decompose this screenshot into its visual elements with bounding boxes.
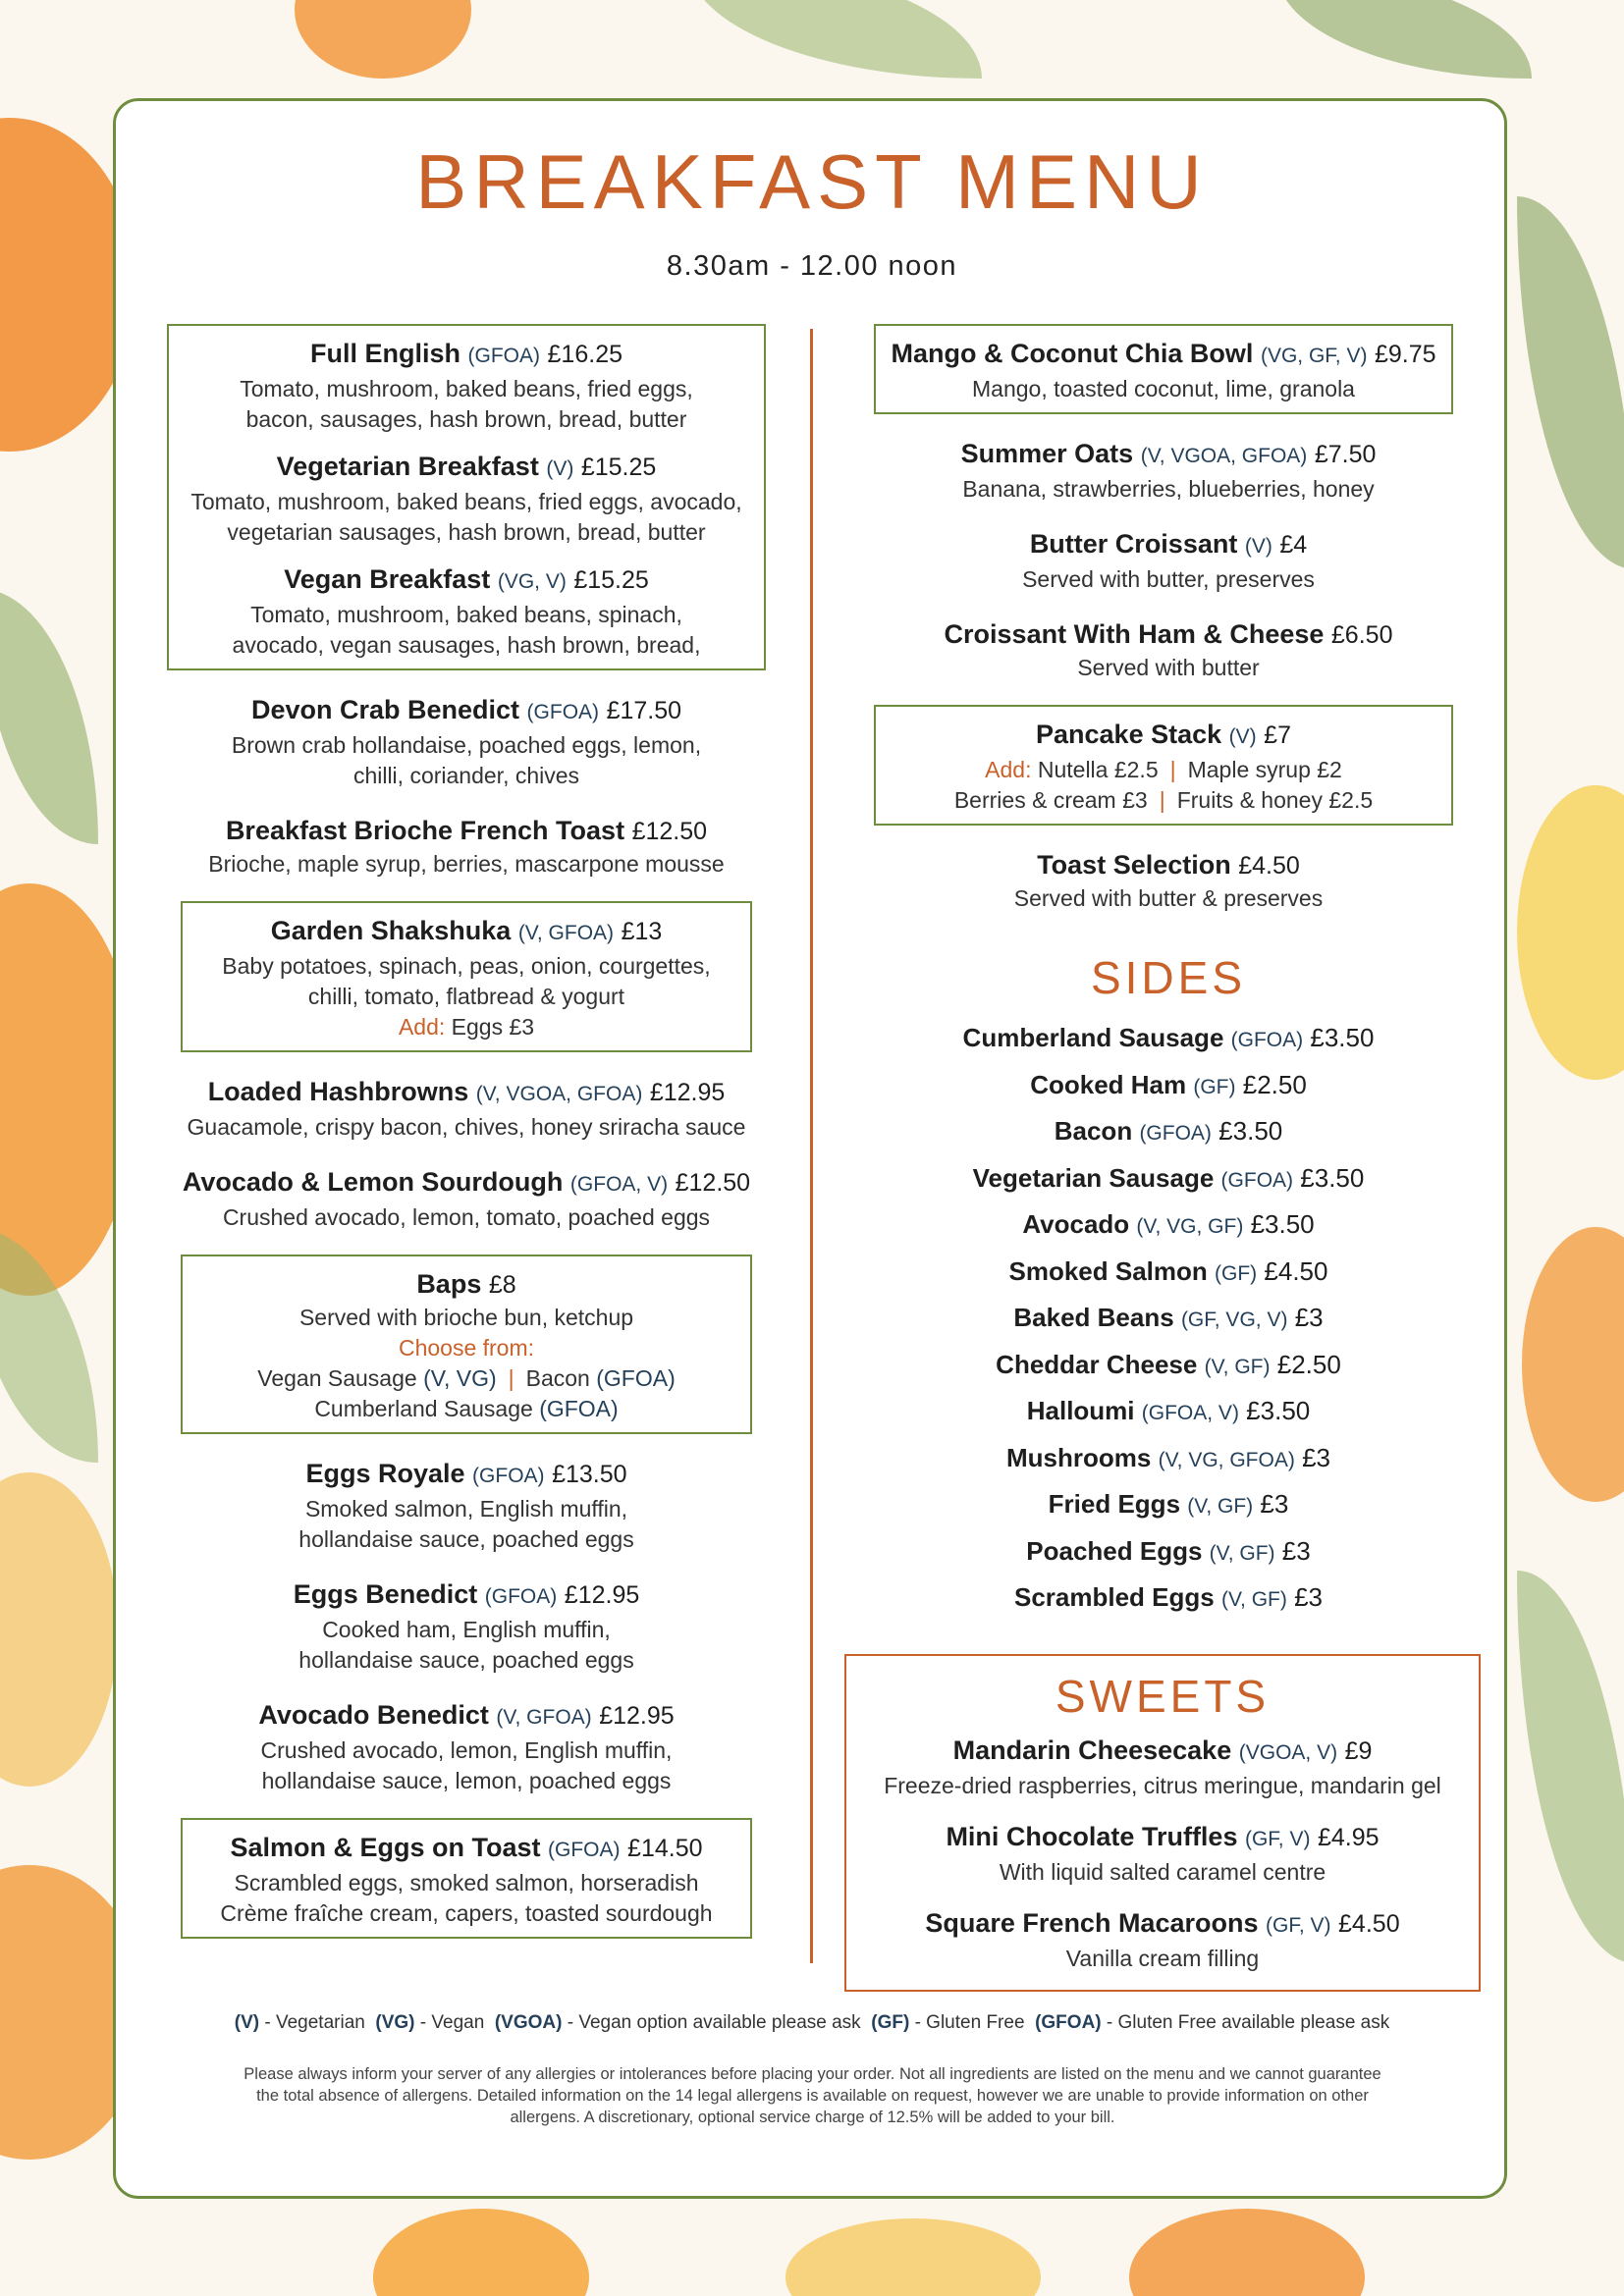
dietary-tag: (V, GF)	[1204, 1355, 1271, 1378]
side-price: £3.50	[1300, 1162, 1365, 1193]
side-name: Mushrooms	[1006, 1442, 1152, 1472]
add-label: Add:	[398, 1014, 446, 1040]
dietary-tag: (GFOA)	[484, 1585, 558, 1608]
add-on-text: Eggs £3	[451, 1014, 535, 1040]
item-description: chilli, tomato, flatbread & yogurt	[307, 984, 625, 1009]
dietary-tag: (V)	[1244, 535, 1272, 558]
item-price: £4	[1279, 531, 1308, 559]
menu-item-mango-chia-bowl	[886, 336, 1441, 404]
menu-item-baps	[192, 1266, 740, 1424]
dietary-tag: (V)	[546, 457, 574, 480]
option-name: Cumberland Sausage	[314, 1396, 533, 1421]
side-name: Cooked Ham	[1030, 1069, 1187, 1099]
item-price: £15.25	[580, 454, 657, 481]
item-description: Tomato, mushroom, baked beans, fried eggs, avocado,	[190, 489, 742, 514]
item-name: Loaded Hashbrowns	[207, 1077, 469, 1106]
item-description: Served with butter & preserves	[1013, 885, 1324, 911]
menu-item-chocolate-truffles	[856, 1819, 1469, 1888]
item-description: hollandaise sauce, poached eggs	[298, 1526, 634, 1552]
menu-item-vegetarian-breakfast	[179, 449, 754, 548]
item-price: £13	[621, 918, 663, 945]
item-price: £7	[1264, 721, 1291, 749]
item-price: £8	[488, 1271, 516, 1299]
separator: |	[1159, 787, 1165, 813]
bap-options-line	[192, 1363, 740, 1394]
item-name: Mandarin Cheesecake	[952, 1735, 1232, 1765]
item-description: Vanilla cream filling	[1065, 1945, 1260, 1971]
item-description: Banana, strawberries, blueberries, honey	[962, 476, 1375, 502]
green-leaf-shape	[687, 0, 982, 79]
dietary-tag: (V, VGOA, GFOA)	[1140, 445, 1308, 467]
side-item	[864, 1156, 1473, 1203]
menu-item-avocado-lemon-sourdough	[167, 1164, 766, 1233]
dietary-tag: (GFOA)	[596, 1365, 676, 1391]
shakshuka-box	[181, 901, 752, 1052]
dietary-tag: (GFOA)	[1139, 1122, 1212, 1145]
item-price: £12.95	[649, 1079, 726, 1106]
green-leaf-shape	[0, 589, 98, 844]
side-price: £3.50	[1246, 1396, 1311, 1425]
side-item	[864, 1016, 1473, 1063]
menu-title: BREAKFAST MENU	[415, 138, 1209, 225]
item-description: hollandaise sauce, lemon, poached eggs	[261, 1768, 672, 1793]
side-price: £2.50	[1242, 1069, 1307, 1099]
item-price: £12.95	[599, 1702, 675, 1730]
legend-text: - Gluten Free available please ask	[1106, 2012, 1390, 2033]
menu-item-toast-selection	[864, 847, 1473, 914]
dietary-tag: (V, VG, GFOA)	[1158, 1448, 1295, 1471]
opening-hours: 8.30am - 12.00 noon	[666, 250, 958, 282]
dietary-tag: (GFOA, V)	[1141, 1402, 1239, 1424]
legend-text: - Vegetarian	[264, 2012, 365, 2033]
menu-item-butter-croissant	[864, 526, 1473, 595]
legend-code: (VG)	[375, 2012, 415, 2033]
dietary-tag: (GFOA)	[548, 1839, 621, 1861]
item-name: Full English	[310, 339, 460, 368]
side-item	[864, 1529, 1473, 1576]
green-leaf-shape	[1276, 0, 1532, 79]
side-name: Smoked Salmon	[1008, 1255, 1208, 1286]
item-name: Square French Macaroons	[925, 1907, 1259, 1938]
item-name: Mango & Coconut Chia Bowl	[891, 339, 1254, 368]
item-price: £4.50	[1238, 852, 1300, 880]
side-price: £3	[1294, 1303, 1324, 1332]
item-price: £6.50	[1330, 621, 1393, 649]
dietary-tag: (GFOA)	[467, 345, 541, 367]
item-name: Toast Selection	[1037, 850, 1231, 880]
dietary-tag: (GF, VG, V)	[1180, 1308, 1288, 1331]
orange-flower-shape	[373, 2209, 589, 2296]
item-name: Baps	[416, 1269, 482, 1299]
item-name: Eggs Benedict	[293, 1579, 478, 1609]
item-price: £12.50	[631, 818, 708, 845]
mango-box	[874, 324, 1453, 414]
dietary-legend	[0, 2012, 1624, 2034]
allergy-notice: Please always inform your server of any allergies or intolerances before placing your order. Not all ingredients are listed on the menu and we cannot guarantee the total absence of allergens. Detailed information on the 14 legal allergens is available on request, however we are unable to provide information on other allergens. A discretionary, optional service charge of 12.5% will be added to your bill.	[244, 2065, 1381, 2126]
item-description: Baby potatoes, spinach, peas, onion, courgettes,	[222, 953, 711, 979]
item-description: avocado, vegan sausages, hash brown, bread,	[232, 632, 701, 658]
side-name: Avocado	[1022, 1209, 1130, 1239]
bap-options-line	[192, 1394, 740, 1424]
side-price: £3.50	[1310, 1023, 1375, 1052]
menu-item-garden-shakshuka	[192, 913, 740, 1042]
side-item	[864, 1389, 1473, 1436]
item-name: Vegetarian Breakfast	[276, 452, 539, 481]
dietary-tag: (V, GF)	[1220, 1588, 1287, 1611]
separator: |	[508, 1365, 514, 1391]
dietary-tag: (V, GF)	[1187, 1495, 1254, 1518]
side-item	[864, 1575, 1473, 1623]
menu-item-devon-crab-benedict	[167, 692, 766, 791]
side-item	[864, 1343, 1473, 1390]
option-name: Bacon	[525, 1365, 590, 1391]
orange-flower-shape	[1129, 2209, 1365, 2296]
side-name: Scrambled Eggs	[1013, 1582, 1215, 1612]
dietary-tag: (GF)	[1215, 1261, 1258, 1285]
choose-from-label: Choose from:	[398, 1335, 535, 1361]
side-name: Halloumi	[1026, 1396, 1135, 1425]
side-item	[864, 1482, 1473, 1529]
side-price: £3	[1281, 1535, 1311, 1566]
item-description: Served with butter	[1077, 655, 1260, 680]
option-name: Vegan Sausage	[257, 1365, 417, 1391]
separator: |	[1169, 757, 1176, 782]
item-description: Tomato, mushroom, baked beans, fried eggs,	[240, 376, 693, 401]
menu-item-french-macaroons	[856, 1905, 1469, 1974]
dietary-tag: (V, VG)	[423, 1365, 497, 1391]
side-item	[864, 1436, 1473, 1483]
side-item	[864, 1250, 1473, 1297]
legend-text: - Vegan	[419, 2012, 485, 2033]
item-description: hollandaise sauce, poached eggs	[298, 1647, 634, 1673]
item-description: Mango, toasted coconut, lime, granola	[972, 376, 1355, 401]
side-name: Vegetarian Sausage	[972, 1162, 1215, 1193]
add-label: Add:	[985, 757, 1032, 782]
item-description: Crushed avocado, lemon, English muffin,	[260, 1737, 673, 1763]
item-name: Breakfast Brioche French Toast	[225, 816, 625, 845]
sides-heading: SIDES	[1090, 952, 1247, 1003]
menu-item-salmon-eggs-toast	[192, 1830, 740, 1929]
item-description: Tomato, mushroom, baked beans, spinach,	[250, 602, 682, 627]
orange-flower-shape	[1522, 1227, 1624, 1502]
dietary-tag: (V, VGOA, GFOA)	[475, 1083, 643, 1105]
dietary-tag: (GF)	[1193, 1075, 1236, 1098]
dietary-tag: (V)	[1228, 725, 1257, 748]
item-description: Scrambled eggs, smoked salmon, horseradish	[234, 1870, 699, 1896]
dietary-tag: (GFOA)	[539, 1396, 619, 1421]
add-on-option: Berries & cream £3	[953, 787, 1148, 813]
item-name: Butter Croissant	[1029, 529, 1238, 559]
item-description: Freeze-dried raspberries, citrus meringue, mandarin gel	[884, 1772, 1441, 1798]
add-on-line	[886, 785, 1441, 816]
sweets-box	[844, 1654, 1481, 1992]
add-on-option: Fruits & honey £2.5	[1176, 787, 1374, 813]
item-price: £16.25	[547, 341, 623, 368]
dietary-tag: (V, VG, GF)	[1136, 1215, 1244, 1238]
side-price: £3	[1302, 1442, 1330, 1472]
side-item	[864, 1063, 1473, 1110]
column-divider	[810, 329, 813, 1963]
menu-item-mandarin-cheesecake	[856, 1733, 1469, 1801]
dietary-tag: (GFOA)	[526, 701, 600, 723]
legend-text: - Gluten Free	[914, 2012, 1025, 2033]
side-price: £3.50	[1218, 1116, 1283, 1146]
side-price: £2.50	[1276, 1349, 1341, 1379]
add-on-line	[886, 755, 1441, 785]
item-price: £15.25	[573, 566, 649, 594]
side-name: Fried Eggs	[1048, 1489, 1181, 1519]
side-price: £4.50	[1264, 1255, 1328, 1286]
item-description: Served with butter, preserves	[1022, 566, 1315, 592]
side-price: £3	[1260, 1489, 1289, 1519]
side-price: £3	[1294, 1582, 1324, 1612]
menu-item-brioche-french-toast	[167, 813, 766, 880]
item-name: Summer Oats	[960, 439, 1134, 468]
salmon-box	[181, 1818, 752, 1939]
dietary-tag: (GFOA)	[1230, 1029, 1304, 1051]
add-on-line	[192, 1012, 740, 1042]
dietary-tag: (V, GF)	[1209, 1541, 1275, 1565]
item-price: £4.50	[1338, 1909, 1400, 1938]
item-description: Served with brioche bun, ketchup	[298, 1305, 634, 1330]
sides-list	[864, 1016, 1473, 1623]
side-item	[864, 1109, 1473, 1156]
side-name: Poached Eggs	[1026, 1535, 1203, 1566]
menu-item-full-english	[179, 336, 754, 435]
legend-code: (VGOA)	[494, 2012, 563, 2033]
item-price: £17.50	[606, 697, 682, 724]
item-name: Avocado Benedict	[258, 1700, 489, 1730]
legend-code: (GFOA)	[1035, 2012, 1102, 2033]
green-leaf-shape	[1517, 1571, 1624, 1963]
side-item	[864, 1296, 1473, 1343]
yellow-flower-shape	[785, 2218, 1041, 2296]
menu-item-eggs-benedict	[167, 1576, 766, 1676]
menu-item-pancake-stack	[886, 717, 1441, 816]
item-description: Cooked ham, English muffin,	[322, 1617, 611, 1642]
item-price: £12.50	[675, 1169, 751, 1197]
add-on-option: Maple syrup £2	[1187, 757, 1342, 782]
item-name: Croissant With Ham & Cheese	[944, 619, 1325, 649]
dietary-tag: (V, GFOA)	[496, 1706, 592, 1729]
menu-item-avocado-benedict	[167, 1697, 766, 1796]
legend-text: - Vegan option available please ask	[567, 2012, 861, 2033]
item-price: £4.95	[1318, 1823, 1380, 1851]
yellow-flower-shape	[1517, 785, 1624, 1080]
dietary-tag: (GFOA)	[472, 1465, 545, 1487]
item-description: bacon, sausages, hash brown, bread, butter	[245, 406, 687, 432]
dietary-tag: (VG, V)	[497, 570, 567, 593]
side-name: Cheddar Cheese	[996, 1349, 1198, 1379]
dietary-tag: (VGOA, V)	[1238, 1740, 1338, 1764]
item-description: vegetarian sausages, hash brown, bread, butter	[227, 519, 706, 545]
menu-item-eggs-royale	[167, 1456, 766, 1555]
item-price: £9.75	[1374, 341, 1436, 368]
breakfast-box	[167, 324, 766, 670]
orange-flower-shape	[295, 0, 471, 79]
item-description: Brioche, maple syrup, berries, mascarpone mousse	[208, 851, 725, 877]
item-description: With liquid salted caramel centre	[999, 1858, 1326, 1885]
dietary-tag: (GF, V)	[1244, 1827, 1311, 1850]
side-price: £3.50	[1250, 1209, 1315, 1239]
item-price: £14.50	[627, 1835, 703, 1862]
dietary-tag: (V, GFOA)	[517, 922, 615, 944]
item-description: Crushed avocado, lemon, tomato, poached eggs	[222, 1204, 711, 1230]
add-on-option: Nutella £2.5	[1037, 757, 1159, 782]
dietary-tag: (GF, V)	[1266, 1913, 1331, 1937]
item-description: Smoked salmon, English muffin,	[304, 1496, 628, 1522]
item-name: Salmon & Eggs on Toast	[230, 1833, 541, 1862]
item-name: Devon Crab Benedict	[250, 695, 520, 724]
side-name: Cumberland Sausage	[962, 1023, 1224, 1052]
yellow-flower-shape	[0, 1472, 118, 1787]
item-name: Eggs Royale	[305, 1459, 465, 1488]
item-price: £12.95	[564, 1581, 640, 1609]
item-price: £7.50	[1314, 441, 1377, 468]
left-column	[167, 324, 766, 1960]
item-price: £13.50	[552, 1461, 627, 1488]
item-description: Brown crab hollandaise, poached eggs, lemon,	[231, 732, 702, 758]
baps-box	[181, 1255, 752, 1434]
pancake-box	[874, 705, 1453, 826]
side-item	[864, 1202, 1473, 1250]
dietary-tag: (GFOA)	[1220, 1168, 1294, 1192]
item-description: Crème fraîche cream, capers, toasted sourdough	[220, 1900, 713, 1926]
item-price: £9	[1344, 1736, 1373, 1765]
side-name: Bacon	[1054, 1116, 1133, 1146]
item-name: Garden Shakshuka	[270, 916, 512, 945]
dietary-tag: (GFOA, V)	[569, 1173, 669, 1196]
menu-item-vegan-breakfast	[179, 561, 754, 661]
item-name: Mini Chocolate Truffles	[946, 1821, 1238, 1851]
item-name: Vegan Breakfast	[284, 564, 491, 594]
item-name: Pancake Stack	[1036, 720, 1222, 749]
dietary-tag: (VG, GF, V)	[1260, 345, 1368, 367]
sweets-heading: SWEETS	[1055, 1670, 1271, 1722]
legend-code: (V)	[234, 2012, 260, 2033]
legend-code: (GF)	[871, 2012, 910, 2033]
menu-item-loaded-hashbrowns	[167, 1074, 766, 1143]
item-description: Guacamole, crispy bacon, chives, honey sriracha sauce	[187, 1114, 746, 1140]
menu-item-croissant-ham-cheese	[864, 616, 1473, 683]
right-column	[864, 324, 1473, 1992]
menu-item-summer-oats	[864, 436, 1473, 505]
item-name: Avocado & Lemon Sourdough	[182, 1167, 564, 1197]
item-description: chilli, coriander, chives	[352, 763, 580, 788]
side-name: Baked Beans	[1013, 1303, 1174, 1332]
